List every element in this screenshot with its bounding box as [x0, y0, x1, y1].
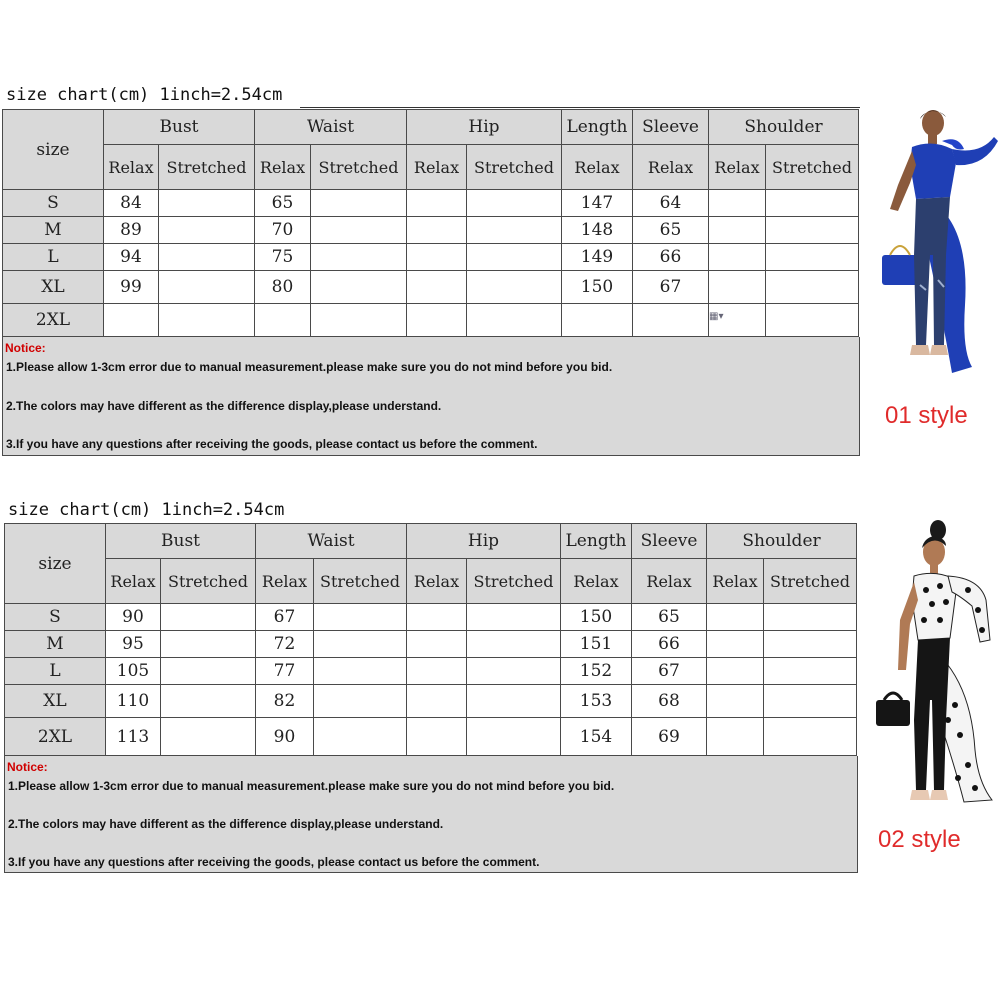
size-cell: M [5, 631, 106, 658]
size-cell: S [5, 604, 106, 631]
empty-cell [766, 244, 859, 271]
empty-cell [467, 658, 561, 685]
waist-relax-cell: 70 [255, 217, 311, 244]
shoulder-header: Shoulder [707, 524, 857, 559]
size-chart-2 [4, 523, 858, 873]
empty-cell [407, 604, 467, 631]
empty-cell [407, 217, 467, 244]
waist-relax-cell [255, 304, 311, 337]
empty-cell [314, 718, 407, 756]
waist-relax-cell: 65 [255, 190, 311, 217]
empty-cell [709, 271, 766, 304]
length-cell: 148 [562, 217, 633, 244]
length-cell: 152 [561, 658, 632, 685]
subheader-cell: Relax [255, 145, 311, 190]
subheader-cell: Relax [561, 559, 632, 604]
length-cell: 147 [562, 190, 633, 217]
sleeve-cell: 65 [632, 604, 707, 631]
size-header: size [3, 110, 104, 190]
sleeve-cell: 66 [632, 631, 707, 658]
table-row [5, 631, 857, 658]
table-row [5, 604, 857, 631]
subheader-cell: Stretched [311, 145, 407, 190]
sleeve-cell: 68 [632, 685, 707, 718]
subheader-cell: Stretched [764, 559, 857, 604]
size-chart-1 [2, 109, 860, 456]
empty-cell [707, 718, 764, 756]
empty-cell [467, 271, 562, 304]
bust-relax-cell: 105 [106, 658, 161, 685]
size-cell: XL [5, 685, 106, 718]
waist-header: Waist [256, 524, 407, 559]
notice-line: 3.If you have any questions after receiving the goods, please contact us before the comment. [8, 855, 540, 869]
empty-cell [766, 217, 859, 244]
empty-cell [764, 718, 857, 756]
empty-cell [709, 190, 766, 217]
length-header: Length [561, 524, 632, 559]
empty-cell [764, 604, 857, 631]
empty-cell [311, 217, 407, 244]
notice-title: Notice: [5, 341, 46, 355]
empty-cell [407, 658, 467, 685]
size-cell: L [3, 244, 104, 271]
size-cell: S [3, 190, 104, 217]
sleeve-cell: 67 [633, 271, 709, 304]
empty-cell [467, 631, 561, 658]
empty-cell [467, 304, 562, 337]
sleeve-cell: 65 [633, 217, 709, 244]
empty-cell [407, 304, 467, 337]
bust-relax-cell: 113 [106, 718, 161, 756]
notice-line: 2.The colors may have different as the difference display,please understand. [6, 399, 442, 413]
empty-cell [707, 685, 764, 718]
size-cell: 2XL [5, 718, 106, 756]
empty-cell [467, 244, 562, 271]
bust-relax-cell: 99 [104, 271, 159, 304]
subheader-cell: Relax [633, 145, 709, 190]
empty-cell [314, 685, 407, 718]
empty-cell [467, 604, 561, 631]
empty-cell [159, 304, 255, 337]
length-cell: 149 [562, 244, 633, 271]
bust-relax-cell: 84 [104, 190, 159, 217]
empty-cell [311, 190, 407, 217]
size-table [2, 109, 859, 337]
length-cell [562, 304, 633, 337]
subheader-cell: Relax [256, 559, 314, 604]
size-table [4, 523, 857, 756]
empty-cell [314, 604, 407, 631]
subheader-cell: Relax [106, 559, 161, 604]
empty-cell [407, 631, 467, 658]
model-figure-icon [860, 520, 1000, 810]
empty-cell [709, 217, 766, 244]
empty-cell [314, 631, 407, 658]
empty-cell [467, 718, 561, 756]
notice-line: 3.If you have any questions after receiving the goods, please contact us before the comment. [6, 437, 538, 451]
sleeve-cell: 67 [632, 658, 707, 685]
bust-header: Bust [106, 524, 256, 559]
empty-cell [311, 271, 407, 304]
table-row [3, 217, 859, 244]
length-cell: 150 [562, 271, 633, 304]
bust-relax-cell: 110 [106, 685, 161, 718]
empty-cell [407, 190, 467, 217]
shoulder-header: Shoulder [709, 110, 859, 145]
table-row [5, 658, 857, 685]
waist-relax-cell: 67 [256, 604, 314, 631]
empty-cell [159, 271, 255, 304]
table-row [5, 685, 857, 718]
sleeve-cell [633, 304, 709, 337]
waist-relax-cell: 82 [256, 685, 314, 718]
notice-box [2, 337, 860, 456]
style-1-model-photo [860, 105, 1000, 380]
subheader-cell: Relax [407, 145, 467, 190]
notice-line: 2.The colors may have different as the difference display,please understand. [8, 817, 444, 831]
style-1-label: 01 style [885, 402, 968, 429]
bust-relax-cell: 94 [104, 244, 159, 271]
bust-relax-cell: 89 [104, 217, 159, 244]
subheader-cell: Relax [562, 145, 633, 190]
empty-cell [159, 217, 255, 244]
length-cell: 151 [561, 631, 632, 658]
subheader-cell: Relax [632, 559, 707, 604]
waist-relax-cell: 80 [255, 271, 311, 304]
style-2-label: 02 style [878, 826, 961, 853]
empty-cell [161, 604, 256, 631]
empty-cell [764, 658, 857, 685]
subheader-cell: Stretched [159, 145, 255, 190]
empty-cell [311, 244, 407, 271]
empty-cell [407, 685, 467, 718]
size-chart-caption: size chart(cm) 1inch=2.54cm [6, 85, 283, 105]
empty-cell [707, 658, 764, 685]
waist-relax-cell: 90 [256, 718, 314, 756]
table-row [3, 271, 859, 304]
empty-cell [764, 685, 857, 718]
subheader-cell: Relax [709, 145, 766, 190]
empty-cell [159, 190, 255, 217]
length-header: Length [562, 110, 633, 145]
empty-cell [311, 304, 407, 337]
empty-cell [709, 244, 766, 271]
size-chart-caption: size chart(cm) 1inch=2.54cm [8, 500, 285, 520]
subheader-cell: Stretched [314, 559, 407, 604]
table-row [3, 190, 859, 217]
empty-cell [766, 271, 859, 304]
empty-cell [467, 685, 561, 718]
empty-cell [161, 631, 256, 658]
subheader-cell: Relax [407, 559, 467, 604]
table-row [3, 304, 859, 337]
notice-box [4, 756, 858, 873]
empty-cell [161, 718, 256, 756]
bust-relax-cell: 95 [106, 631, 161, 658]
waist-relax-cell: 72 [256, 631, 314, 658]
sleeve-cell: 69 [632, 718, 707, 756]
empty-cell [766, 190, 859, 217]
subheader-cell: Relax [104, 145, 159, 190]
sleeve-header: Sleeve [632, 524, 707, 559]
notice-line: 1.Please allow 1-3cm error due to manual measurement.please make sure you do not mind before you bid. [6, 360, 613, 374]
bust-header: Bust [104, 110, 255, 145]
empty-cell [314, 658, 407, 685]
subheader-cell: Stretched [467, 559, 561, 604]
waist-relax-cell: 77 [256, 658, 314, 685]
length-cell: 154 [561, 718, 632, 756]
empty-cell [407, 718, 467, 756]
table-row [5, 718, 857, 756]
length-cell: 150 [561, 604, 632, 631]
empty-cell [467, 190, 562, 217]
empty-cell [467, 217, 562, 244]
model-figure-icon [860, 105, 1000, 380]
empty-cell [707, 604, 764, 631]
subheader-cell: Stretched [766, 145, 859, 190]
bust-relax-cell: 90 [106, 604, 161, 631]
size-cell: 2XL [3, 304, 104, 337]
size-header: size [5, 524, 106, 604]
empty-cell [161, 685, 256, 718]
length-cell: 153 [561, 685, 632, 718]
sleeve-cell: 66 [633, 244, 709, 271]
empty-cell [707, 631, 764, 658]
empty-cell [407, 271, 467, 304]
size-cell: M [3, 217, 104, 244]
empty-cell [764, 631, 857, 658]
waist-relax-cell: 75 [255, 244, 311, 271]
empty-cell [407, 244, 467, 271]
empty-cell [161, 658, 256, 685]
waist-header: Waist [255, 110, 407, 145]
subheader-cell: Relax [707, 559, 764, 604]
paste-options-icon[interactable]: ▦▾ [709, 304, 766, 337]
notice-line: 1.Please allow 1-3cm error due to manual measurement.please make sure you do not mind before you bid. [8, 779, 615, 793]
subheader-cell: Stretched [467, 145, 562, 190]
table-row [3, 244, 859, 271]
hip-header: Hip [407, 110, 562, 145]
hip-header: Hip [407, 524, 561, 559]
bust-relax-cell [104, 304, 159, 337]
size-cell: XL [3, 271, 104, 304]
size-cell: L [5, 658, 106, 685]
empty-cell [766, 304, 859, 337]
sleeve-header: Sleeve [633, 110, 709, 145]
empty-cell [159, 244, 255, 271]
style-2-model-photo [860, 520, 1000, 810]
subheader-cell: Stretched [161, 559, 256, 604]
sleeve-cell: 64 [633, 190, 709, 217]
notice-title: Notice: [7, 760, 48, 774]
